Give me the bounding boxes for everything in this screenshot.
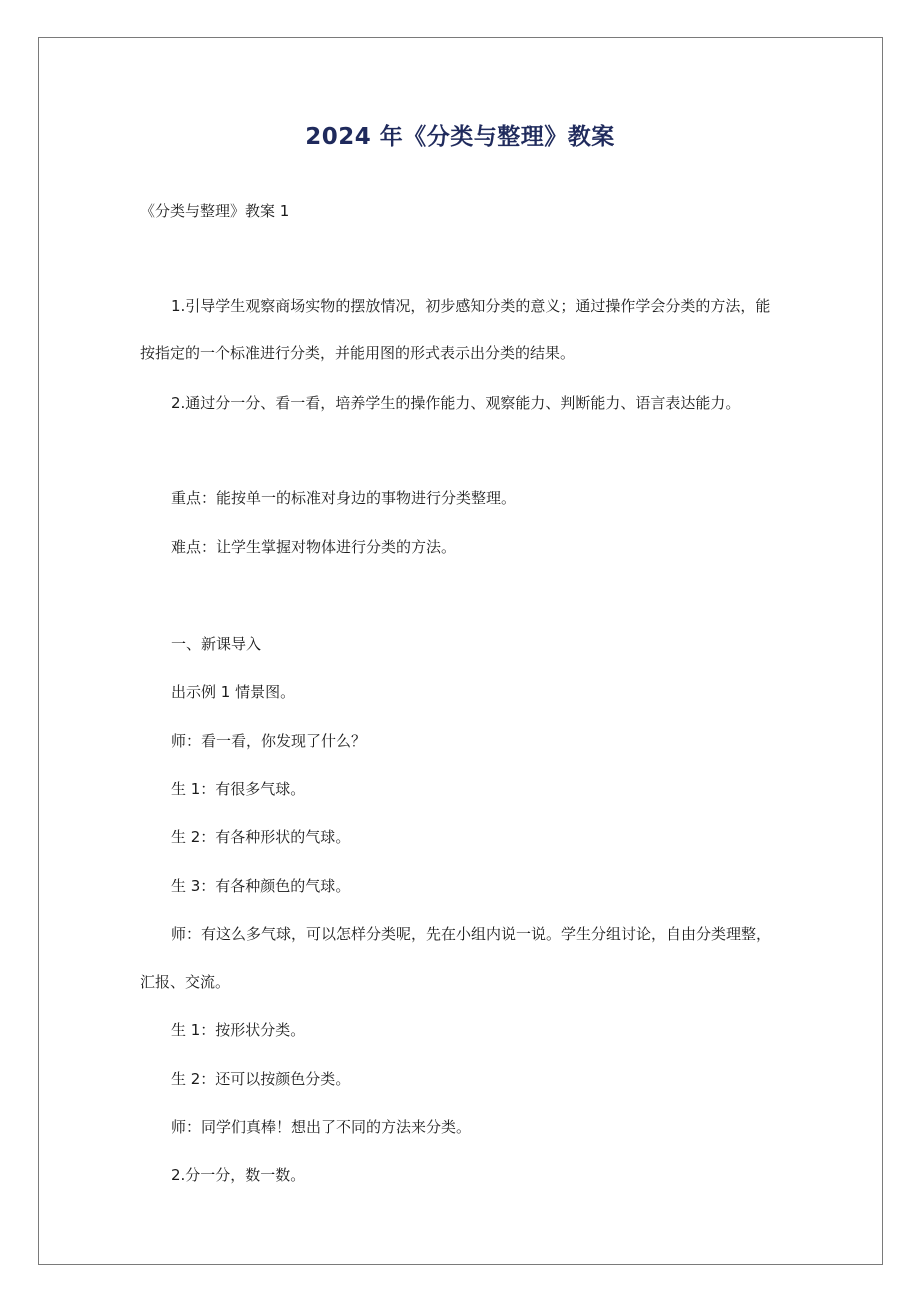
- part-heading-intro: 一、新课导入: [171, 635, 262, 653]
- paragraph: 生 3：有各种颜色的气球。: [171, 877, 351, 895]
- paragraph: 生 2：有各种形状的气球。: [171, 828, 351, 846]
- objective-2: 2.通过分一分、看一看，培养学生的操作能力、观察能力、判断能力、语言表达能力。: [171, 394, 741, 412]
- paragraph: 2.分一分，数一数。: [171, 1166, 306, 1184]
- section-heading: 《分类与整理》教案 1: [140, 202, 290, 220]
- paragraph: 师：有这么多气球，可以怎样分类呢，先在小组内说一说。学生分组讨论，自由分类理整，: [171, 925, 772, 943]
- paragraph: 生 2：还可以按颜色分类。: [171, 1070, 351, 1088]
- paragraph: 师：同学们真棒！想出了不同的方法来分类。: [171, 1118, 472, 1136]
- difficult-point: 难点：让学生掌握对物体进行分类的方法。: [171, 538, 457, 556]
- paragraph: 生 1：按形状分类。: [171, 1021, 306, 1039]
- paragraph: 出示例 1 情景图。: [171, 683, 296, 701]
- document-title: 2024 年《分类与整理》教案: [305, 124, 615, 150]
- key-point: 重点：能按单一的标准对身边的事物进行分类整理。: [171, 489, 517, 507]
- paragraph: 师：看一看，你发现了什么？: [171, 732, 367, 750]
- paragraph-continuation: 汇报、交流。: [140, 973, 231, 991]
- objective-1-line-1: 1.引导学生观察商场实物的摆放情况，初步感知分类的意义；通过操作学会分类的方法，能: [171, 297, 771, 315]
- objective-1-line-2: 按指定的一个标准进行分类，并能用图的形式表示出分类的结果。: [140, 344, 576, 362]
- paragraph: 生 1：有很多气球。: [171, 780, 306, 798]
